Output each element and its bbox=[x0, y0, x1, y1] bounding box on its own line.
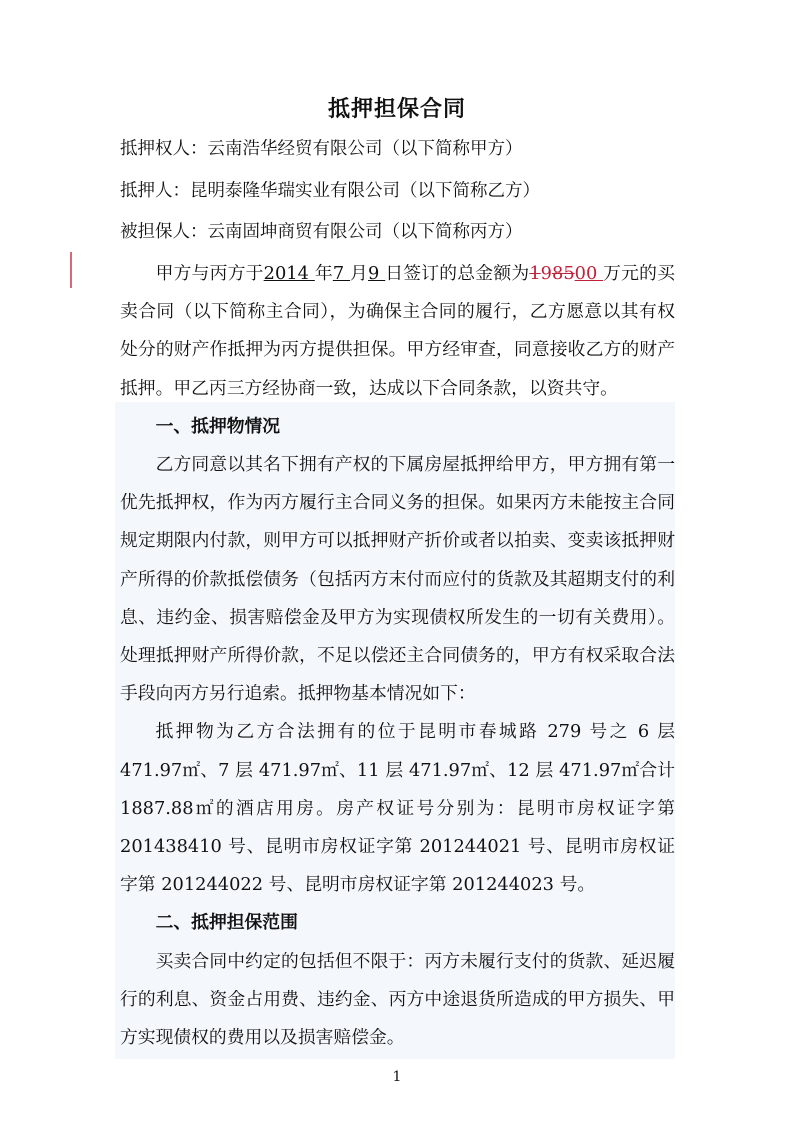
contract-month: 7 bbox=[332, 263, 351, 284]
section2-paragraph1: 买卖合同中约定的包括但不限于：丙方未履行支付的货款、延迟履行的利息、资金占用费、违约金、丙方中途退货所造成的甲方损失、甲方实现债权的费用以及损害赔偿金。 bbox=[120, 950, 675, 1049]
mortgagee-line: 抵押权人：云南浩华经贸有限公司（以下简称甲方） bbox=[120, 139, 523, 159]
text: 万元的买卖合同（以下简称主合同），为确保主合同的履行，乙方愿意以其有权处分的财产作抵押为丙方提供担保。甲方经审查，同意接收乙方的财产抵押。甲乙丙三方经协商一致，达成以下合同条款，以资共守。 bbox=[120, 263, 675, 399]
inserted-text: 00 bbox=[574, 263, 604, 284]
contract-year: 2014 bbox=[263, 263, 315, 284]
section1-paragraph1: 乙方同意以其名下拥有产权的下属房屋抵押给甲方，甲方拥有第一优先抵押权，作为丙方履行主合同义务的担保。如果丙方未能按主合同规定期限内付款，则甲方可以抵押财产折价或者以拍卖、变卖该抵押财产所得的价款抵偿债务（包括丙方末付而应付的货款及其超期支付的利息、违约金、损害赔偿金及甲方为实现债权所发生的一切有关费用）。处理抵押财产所得价款，不足以偿还主合同债务的，甲方有权采取合法手段向丙方另行追索。抵押物基本情况如下： bbox=[120, 454, 675, 705]
guaranteed-party-line: 被担保人：云南固坤商贸有限公司（以下简称丙方） bbox=[120, 222, 523, 242]
deleted-text: 1 bbox=[529, 263, 541, 284]
text: 甲方与丙方于 bbox=[155, 263, 264, 284]
text: 日签订的总金额为 bbox=[385, 263, 530, 284]
page-number: 1 bbox=[392, 1069, 402, 1086]
mortgagor-line: 抵押人：昆明泰隆华瑞实业有限公司（以下简称乙方） bbox=[120, 181, 540, 201]
intro-paragraph bbox=[120, 255, 675, 408]
section2-heading: 二、抵押担保范围 bbox=[155, 912, 298, 934]
section1-paragraph2: 抵押物为乙方合法拥有的位于昆明市春城路 279 号之 6 层 471.97㎡、7 层 471.97㎡、11 层 471.97㎡、12 层 471.97㎡合计 1887.88㎡的酒店用房。房产权证号分别为：昆明市房权证字第 201438410 号、昆明市房权证字第 201244021 号、昆明市房权证字第 201244022 号、昆明市房权证字第 201244023 号。 bbox=[120, 721, 675, 896]
section1-heading: 一、抵押物情况 bbox=[155, 415, 281, 437]
text: 月 bbox=[350, 263, 369, 284]
amount-text: 9 bbox=[540, 263, 552, 284]
deleted-text: 85 bbox=[552, 263, 575, 284]
document-body bbox=[120, 255, 675, 1057]
page-flow bbox=[0, 255, 794, 1107]
contract-day: 9 bbox=[368, 263, 386, 284]
document-title: 抵押担保合同 bbox=[327, 96, 466, 122]
text: 年 bbox=[314, 263, 333, 284]
